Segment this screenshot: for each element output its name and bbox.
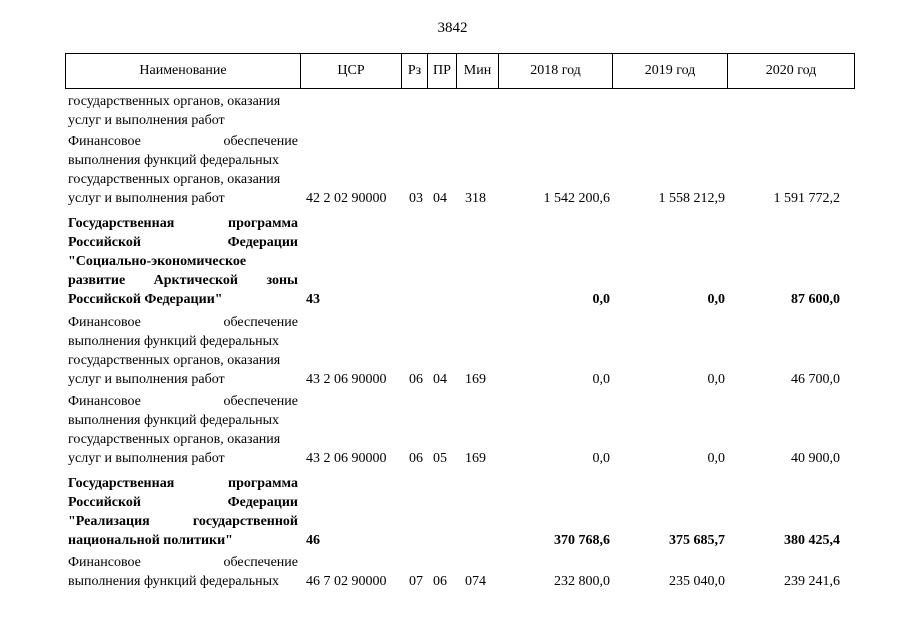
cell-2019: 1 558 212,9	[658, 191, 725, 206]
name-line: Государственная программа	[68, 216, 298, 231]
name-line: выполнения функций федеральных	[68, 574, 279, 589]
row-name	[68, 214, 298, 309]
name-line: услуг и выполнения работ	[68, 113, 225, 128]
cell-pr: 04	[433, 372, 447, 387]
cell-csr: 43 2 06 90000	[306, 372, 387, 387]
cell-2019: 375 685,7	[669, 533, 725, 548]
cell-2019: 0,0	[707, 372, 725, 387]
cell-min: 169	[465, 372, 486, 387]
cell-2018: 370 768,6	[554, 533, 610, 548]
name-line: выполнения функций федеральных	[68, 413, 279, 428]
header-rz: Рз	[402, 54, 428, 88]
cell-csr: 46	[306, 533, 320, 548]
name-line: государственных органов, оказания	[68, 353, 281, 368]
cell-2020: 1 591 772,2	[773, 191, 840, 206]
cell-2020: 40 900,0	[791, 451, 840, 466]
header-2018: 2018 год	[499, 54, 613, 88]
name-line: выполнения функций федеральных	[68, 153, 279, 168]
cell-2019: 0,0	[707, 292, 725, 307]
cell-min: 169	[465, 451, 486, 466]
cell-2018: 0,0	[592, 292, 610, 307]
cell-2018: 0,0	[592, 372, 610, 387]
cell-csr: 43	[306, 292, 320, 307]
table-header	[65, 53, 855, 89]
row-name	[68, 92, 298, 130]
name-line: национальной политики"	[68, 533, 233, 548]
row-name	[68, 132, 298, 208]
cell-rz: 06	[409, 451, 423, 466]
cell-rz: 03	[409, 191, 423, 206]
name-line: Государственная программа	[68, 476, 298, 491]
cell-2020: 239 241,6	[784, 574, 840, 589]
header-2019: 2019 год	[613, 54, 728, 88]
header-name: Наименование	[66, 54, 301, 88]
name-line: государственных органов, оказания	[68, 432, 281, 447]
cell-min: 318	[465, 191, 486, 206]
name-line: выполнения функций федеральных	[68, 334, 279, 349]
cell-2019: 0,0	[707, 451, 725, 466]
cell-csr: 46 7 02 90000	[306, 574, 387, 589]
name-line: государственных органов, оказания	[68, 94, 281, 109]
name-line: услуг и выполнения работ	[68, 372, 225, 387]
header-pr: ПР	[428, 54, 457, 88]
cell-2020: 87 600,0	[791, 292, 840, 307]
name-line: Финансовое обеспечение	[68, 134, 298, 149]
name-line: Российской Федерации	[68, 495, 298, 510]
name-line: услуг и выполнения работ	[68, 191, 225, 206]
cell-pr: 04	[433, 191, 447, 206]
header-min: Мин	[457, 54, 499, 88]
name-line: "Социально-экономическое	[68, 254, 247, 269]
page-number: 3842	[437, 20, 468, 36]
row-name	[68, 313, 298, 389]
cell-pr: 05	[433, 451, 447, 466]
cell-2020: 46 700,0	[791, 372, 840, 387]
cell-2018: 0,0	[592, 451, 610, 466]
cell-csr: 43 2 06 90000	[306, 451, 387, 466]
row-name	[68, 474, 298, 550]
header-2020: 2020 год	[765, 63, 817, 78]
name-line: развитие Арктической зоны	[68, 273, 298, 288]
name-line: "Реализация государственной	[68, 514, 298, 529]
cell-pr: 06	[433, 574, 447, 589]
name-line: Российской Федерации	[68, 235, 298, 250]
cell-csr: 42 2 02 90000	[306, 191, 387, 206]
name-line: услуг и выполнения работ	[68, 451, 225, 466]
header-csr: ЦСР	[301, 54, 402, 88]
cell-rz: 06	[409, 372, 423, 387]
name-line: государственных органов, оказания	[68, 172, 281, 187]
cell-rz: 07	[409, 574, 423, 589]
row-name	[68, 553, 298, 591]
cell-2018: 232 800,0	[554, 574, 610, 589]
name-line: Финансовое обеспечение	[68, 555, 298, 570]
name-line: Российской Федерации"	[68, 292, 223, 307]
name-line: Финансовое обеспечение	[68, 394, 298, 409]
cell-min: 074	[465, 574, 486, 589]
cell-2019: 235 040,0	[669, 574, 725, 589]
cell-2018: 1 542 200,6	[543, 191, 610, 206]
cell-2020: 380 425,4	[784, 533, 840, 548]
name-line: Финансовое обеспечение	[68, 315, 298, 330]
row-name	[68, 392, 298, 468]
